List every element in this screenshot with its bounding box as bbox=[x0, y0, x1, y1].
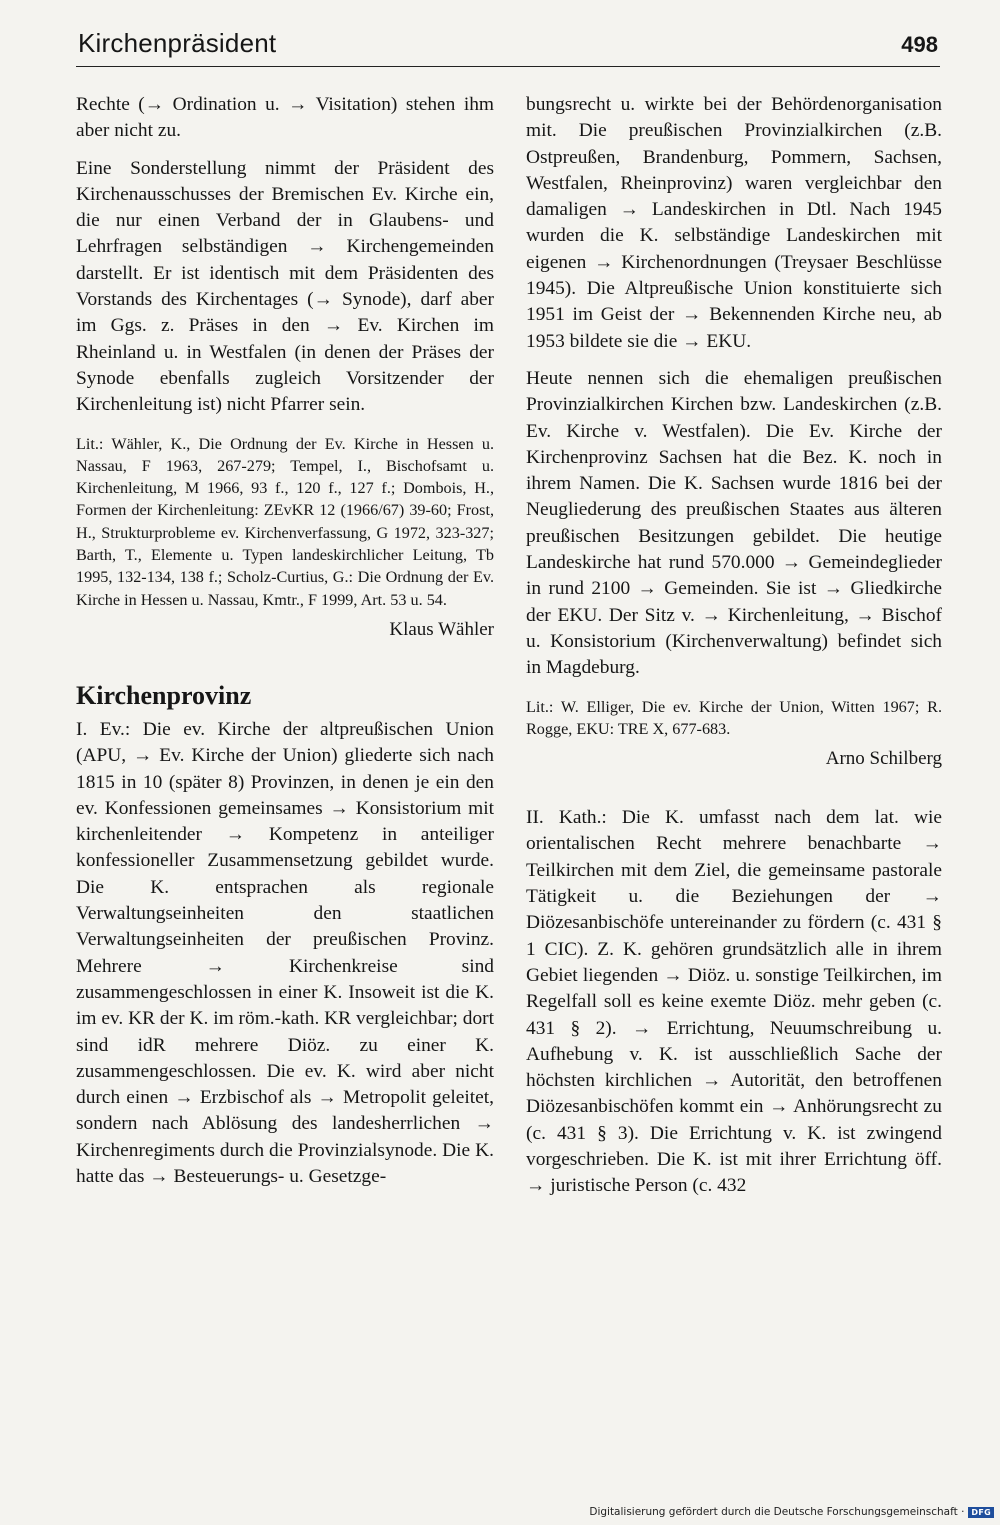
section-divider-space bbox=[526, 772, 942, 805]
page-number: 498 bbox=[901, 32, 938, 57]
section-heading: Kirchenprovinz bbox=[76, 680, 252, 710]
digitization-footer bbox=[589, 1506, 994, 1518]
author-signature: Klaus Wähler bbox=[389, 618, 494, 640]
footer-text: Digitalisierung gefördert durch die Deutsche Forschungsgemeinschaft · bbox=[589, 1506, 965, 1518]
left-column bbox=[76, 92, 494, 1190]
author-signature: Arno Schilberg bbox=[825, 748, 942, 770]
paragraph: II. Kath.: Die K. umfasst nach dem lat. wie orientalischen Recht mehrere benachbarte → Teilkirchen mit dem Ziel, die gemeinsame pastorale Tätigkeit u. die Beziehungen der → Diözesanbischöfe untereinander zu fördern (c. 431 § 1 CIC). Z. K. gehören grundsätzlich alle in ihrem Gebiet liegenden → Diöz. u. sonstige Teilkirchen, im Regelfall soll es keine exemte Diöz. mehr geben (c. 431 § 2). → Errichtung, Neuumschreibung u. Aufhebung v. K. ist ausschließlich Sache der höchsten kirchlichen → Autorität, den betroffenen Diözesanbischöfen kommt ein → Anhörungsrecht zu (c. 431 § 3). Die Errichtung v. K. ist zwingend vorgeschrieben. Die K. ist mit ihrer Errichtung öff. → juristische Person (c. 432 bbox=[526, 807, 942, 1197]
paragraph: I. Ev.: Die ev. Kirche der altpreußischen Union (APU, → Ev. Kirche der Union) gliederte sich nach 1815 in 10 (später 8) Provinzen, in denen je ein den ev. Konfessionen gemeinsames → Konsistorium mit kirchenleitender → Kompetenz in anteiliger konfessioneller Zusammensetzung gebildet wurde. Die K. entsprachen als regionale Verwaltungseinheiten den staatlichen Verwaltungseinheiten der preußischen Provinz. Mehrere → Kirchenkreise sind zusammengeschlossen in einer K. Insoweit ist die K. im ev. KR der K. im röm.-kath. KR vergleichbar; dort sind idR mehrere Diöz. zu einer K. zusammengeschlossen. Die ev. K. wird aber nicht durch einen → Erzbischof als → Metropolit geleitet, sondern nach Ablösung des landesherrlichen → Kirchenregiments durch die Provinzialsynode. Die K. hatte das → Besteuerungs- u. Gesetzge- bbox=[76, 718, 494, 1187]
right-column bbox=[526, 92, 942, 1200]
page-header bbox=[76, 26, 940, 67]
paragraph: Heute nennen sich die ehemaligen preußischen Provinzialkirchen Kirchen bzw. Landeskirchen (z.B. Ev. Kirche v. Westfalen). Die Ev. Kirche der Kirchenprovinz Sachsen hat die Bez. K. noch in ihrem Namen. Die K. Sachsen wurde 1816 bei der Neugliederung des preußischen Staates aus älteren preußischen Besitzungen gebildet. Die heutige Landeskirche hat rund 570.000 → Gemeindeglieder in rund 2100 → Gemeinden. Sie ist → Gliedkirche der EKU. Der Sitz v. → Kirchenleitung, → Bischof u. Konsistorium (Kirchenverwaltung) befindet sich in Magdeburg. bbox=[526, 367, 942, 679]
paragraph: Eine Sonderstellung nimmt der Präsident des Kirchenausschusses der Bremischen Ev. Kirche ein, die nur einen Verband der in Glaubens- und Lehrfragen selbständigen → Kirchengemeinden darstellt. Er ist identisch mit dem Präsidenten des Vorstands des Kirchentages (→ Synode), darf aber im Ggs. z. Präses in den → Ev. Kirchen im Rheinland u. in Westfalen (in denen der Präses der Synode ebenfalls zugleich Vorsitzender der Kirchenleitung ist) nicht Pfarrer sein. bbox=[76, 157, 494, 416]
paragraph: Rechte (→ Ordination u. → Visitation) stehen ihm aber nicht zu. bbox=[76, 94, 494, 142]
paragraph: bungsrecht u. wirkte bei der Behördenorganisation mit. Die preußischen Provinzialkirchen (z.B. Ostpreußen, Brandenburg, Pommern, Sachsen, Westfalen, Rheinprovinz) waren vergleichbar den damaligen → Landeskirchen in Dtl. Nach 1945 wurden die K. selbständige Landeskirchen mit eigenen → Kirchenordnungen (Treysaer Beschlüsse 1945). Die Altpreußische Union konstituierte sich 1951 im Geist der → Bekennenden Kirche neu, ab 1953 bildete sie die → EKU. bbox=[526, 94, 942, 352]
literature-references: Lit.: W. Elliger, Die ev. Kirche der Union, Witten 1967; R. Rogge, EKU: TRE X, 677-683. bbox=[526, 697, 942, 738]
dfg-logo: DFG bbox=[968, 1507, 994, 1518]
literature-references: Lit.: Wähler, K., Die Ordnung der Ev. Kirche in Hessen u. Nassau, F 1963, 267-279; Tempel, I., Bischofsamt u. Kirchenleitung, M 1966, 93 f., 120 f., 127 f.; Dombois, H., Formen der Kirchenleitung: ZEvKR 12 (1966/67) 39-60; Frost, H., Strukturprobleme ev. Kirchenverfassung, G 1972, 323-327; Barth, T., Elemente u. Typen landeskirchlicher Leitung, Tb 1995, 132-134, 138 f.; Scholz-Curtius, G.: Die Ordnung der Ev. Kirche in Hessen u. Nassau, Kmtr., F 1999, Art. 53 u. 54. bbox=[76, 434, 494, 609]
running-head-title: Kirchenpräsident bbox=[78, 28, 277, 58]
